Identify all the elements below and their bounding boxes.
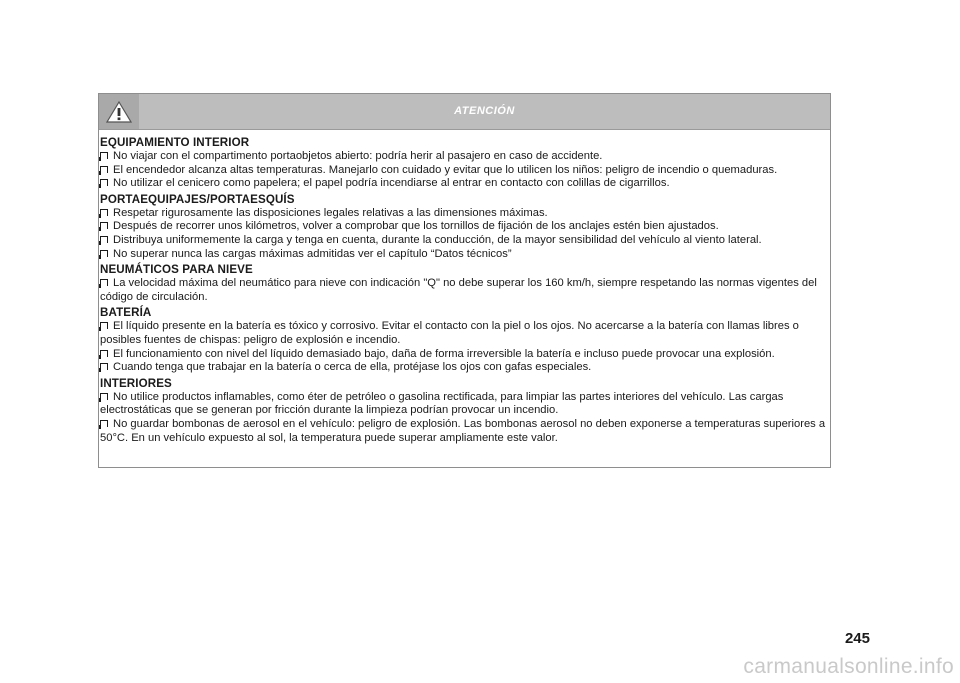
warning-item-text: El funcionamiento con nivel del líquido demasiado bajo, daña de forma irreversible la batería e incluso puede provocar una explosión. bbox=[113, 347, 775, 360]
warning-item-text: Cuando tenga que trabajar en la batería o cerca de ella, protéjase los ojos con gafas especiales. bbox=[113, 361, 592, 374]
warning-header bbox=[99, 94, 830, 130]
bullet-square-icon bbox=[100, 393, 108, 400]
warning-list-item bbox=[100, 177, 826, 191]
page-number: 245 bbox=[844, 630, 870, 647]
warning-list-item bbox=[100, 418, 826, 445]
section-heading: NEUMÁTICOS PARA NIEVE bbox=[100, 263, 253, 277]
warning-triangle-icon bbox=[106, 100, 132, 124]
bullet-square-icon bbox=[100, 363, 108, 370]
bullet-square-icon bbox=[100, 236, 108, 243]
bullet-square-icon bbox=[100, 152, 108, 159]
warning-list-item bbox=[100, 320, 826, 347]
warning-item-text: Distribuya uniformemente la carga y tenga en cuenta, durante la conducción, de la mayor sensibilidad del vehículo al viento lateral. bbox=[113, 233, 762, 246]
warning-item-text: El encendedor alcanza altas temperaturas. Manejarlo con cuidado y evitar que lo utilicen los niños: peligro de incendio o quemaduras. bbox=[113, 163, 778, 176]
section-heading: BATERÍA bbox=[100, 306, 152, 320]
section-heading: INTERIORES bbox=[100, 376, 172, 390]
warning-item-text: No superar nunca las cargas máximas admitidas ver el capítulo “Datos técnicos” bbox=[113, 247, 512, 260]
warning-item-text: Respetar rigurosamente las disposiciones legales relativas a las dimensiones máximas. bbox=[113, 206, 548, 219]
bullet-square-icon bbox=[100, 322, 108, 329]
warning-item-text: No utilice productos inflamables, como éter de petróleo o gasolina rectificada, para limpiar las partes interiores del vehículo. Las cargas electrostáticas que se generan por fricción durante la limpieza podrían provocar un incendio. bbox=[100, 390, 784, 417]
warning-list-item bbox=[100, 391, 826, 418]
section-heading: EQUIPAMIENTO INTERIOR bbox=[100, 136, 250, 149]
warning-list-item bbox=[100, 234, 826, 248]
warning-list-item bbox=[100, 150, 826, 164]
bullet-square-icon bbox=[100, 222, 108, 229]
warning-item-text: No utilizar el cenicero como papelera; el papel podría incendiarse al entrar en contacto con colillas de cigarrillos. bbox=[113, 177, 670, 190]
warning-body bbox=[99, 130, 830, 445]
bullet-square-icon bbox=[100, 350, 108, 357]
bullet-square-icon bbox=[100, 279, 108, 286]
warning-item-text: La velocidad máxima del neumático para nieve con indicación "Q" no debe superar los 160 km/h, siempre respetando las normas vigentes del código de circulación. bbox=[100, 277, 817, 303]
warning-list-item bbox=[100, 164, 826, 178]
warning-item-text: No guardar bombonas de aerosol en el vehículo: peligro de explosión. Las bombonas aerosol no deben exponerse a temperaturas superiores a 50°C. En un vehículo expuesto al sol, la temperatura puede superar ampliamente este valor. bbox=[100, 417, 826, 444]
section-heading: PORTAEQUIPAJES/PORTAESQUÍS bbox=[100, 192, 295, 206]
bullet-square-icon bbox=[100, 179, 108, 186]
warning-list-item bbox=[100, 248, 826, 262]
warning-box bbox=[98, 93, 831, 468]
watermark: carmanualsonline.info bbox=[743, 655, 954, 678]
warning-item-text: Después de recorrer unos kilómetros, volver a comprobar que los tornillos de fijación de los anclajes estén bien ajustados. bbox=[113, 220, 719, 233]
warning-item-text: El líquido presente en la batería es tóxico y corrosivo. Evitar el contacto con la piel o los ojos. No acercarse a la batería con llamas libres o posibles fuentes de chispas: peligro de explosión e incendio. bbox=[100, 320, 799, 346]
warning-icon-cell bbox=[99, 94, 139, 129]
warning-list-item bbox=[100, 348, 826, 362]
warning-item-text: No viajar con el compartimento portaobjetos abierto: podría herir al pasajero en caso de accidente. bbox=[113, 150, 603, 162]
bullet-square-icon bbox=[100, 209, 108, 216]
warning-list-item bbox=[100, 361, 826, 375]
warning-title: ATENCIÓN bbox=[454, 105, 515, 117]
bullet-square-icon bbox=[100, 250, 108, 257]
warning-list-item bbox=[100, 220, 826, 234]
warning-list-item bbox=[100, 277, 826, 304]
bullet-square-icon bbox=[100, 166, 108, 173]
warning-list-item bbox=[100, 207, 826, 221]
bullet-square-icon bbox=[100, 420, 108, 427]
